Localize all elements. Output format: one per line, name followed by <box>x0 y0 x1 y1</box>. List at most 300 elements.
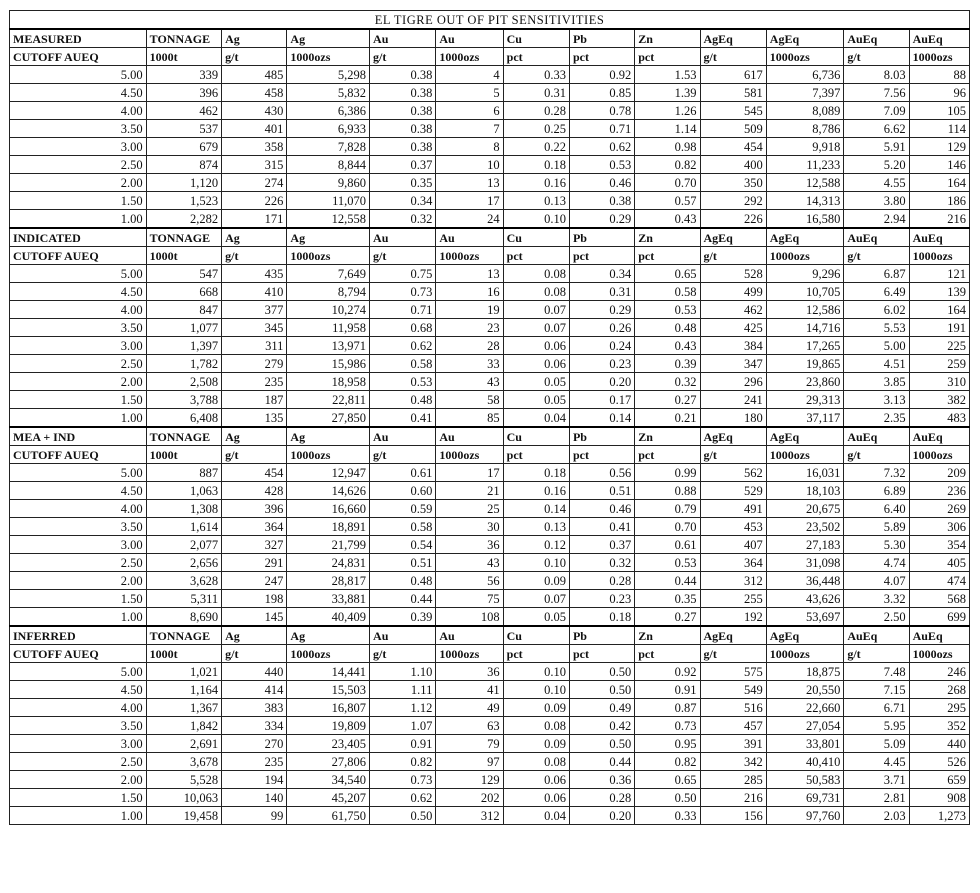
table-row <box>10 608 970 627</box>
unit-header: g/t <box>370 446 436 464</box>
unit-header: 1000ozs <box>909 247 969 265</box>
table-cell: 14,626 <box>287 482 370 500</box>
table-cell: 88 <box>909 66 969 84</box>
table-cell: 69,731 <box>766 789 844 807</box>
column-header: Pb <box>569 228 634 247</box>
unit-header: 1000t <box>146 247 221 265</box>
table-cell: 8,690 <box>146 608 221 627</box>
table-cell: 15,986 <box>287 355 370 373</box>
cutoff-value: 1.00 <box>10 409 147 428</box>
table-cell: 1.39 <box>635 84 700 102</box>
table-cell: 0.53 <box>370 373 436 391</box>
unit-header: 1000ozs <box>436 247 503 265</box>
table-cell: 1.07 <box>370 717 436 735</box>
table-cell: 194 <box>222 771 287 789</box>
table-cell: 129 <box>436 771 503 789</box>
table-cell: 0.05 <box>503 373 569 391</box>
unit-header: 1000ozs <box>287 446 370 464</box>
table-cell: 6.40 <box>844 500 909 518</box>
table-cell: 1.53 <box>635 66 700 84</box>
table-cell: 6.02 <box>844 301 909 319</box>
column-header: AgEq <box>766 29 844 48</box>
table-cell: 15,503 <box>287 681 370 699</box>
column-header: Au <box>370 626 436 645</box>
table-cell: 146 <box>909 156 969 174</box>
table-cell: 0.04 <box>503 409 569 428</box>
column-header: AuEq <box>909 29 969 48</box>
cutoff-value: 2.00 <box>10 572 147 590</box>
table-cell: 405 <box>909 554 969 572</box>
table-cell: 79 <box>436 735 503 753</box>
table-cell: 0.48 <box>635 319 700 337</box>
table-cell: 41 <box>436 681 503 699</box>
table-cell: 0.17 <box>569 391 634 409</box>
table-cell: 226 <box>700 210 766 229</box>
unit-header: g/t <box>370 48 436 66</box>
table-cell: 3.71 <box>844 771 909 789</box>
table-cell: 568 <box>909 590 969 608</box>
table-cell: 23 <box>436 319 503 337</box>
table-cell: 11,070 <box>287 192 370 210</box>
table-cell: 7.15 <box>844 681 909 699</box>
column-header: Ag <box>287 29 370 48</box>
unit-header: pct <box>569 247 634 265</box>
table-cell: 20,550 <box>766 681 844 699</box>
table-cell: 34,540 <box>287 771 370 789</box>
table-cell: 6,933 <box>287 120 370 138</box>
table-cell: 0.32 <box>635 373 700 391</box>
table-row <box>10 699 970 717</box>
table-cell: 27,183 <box>766 536 844 554</box>
table-cell: 377 <box>222 301 287 319</box>
table-row <box>10 84 970 102</box>
table-cell: 0.37 <box>569 536 634 554</box>
table-cell: 0.50 <box>569 681 634 699</box>
table-cell: 0.05 <box>503 608 569 627</box>
table-cell: 11,958 <box>287 319 370 337</box>
column-header: Ag <box>222 626 287 645</box>
table-cell: 0.06 <box>503 337 569 355</box>
unit-header: pct <box>569 446 634 464</box>
column-header: Au <box>436 29 503 48</box>
table-cell: 0.78 <box>569 102 634 120</box>
table-cell: 440 <box>909 735 969 753</box>
table-cell: 40,409 <box>287 608 370 627</box>
table-cell: 5.53 <box>844 319 909 337</box>
table-cell: 562 <box>700 464 766 482</box>
unit-header: g/t <box>844 48 909 66</box>
table-cell: 311 <box>222 337 287 355</box>
table-cell: 0.06 <box>503 771 569 789</box>
table-cell: 268 <box>909 681 969 699</box>
unit-header: pct <box>635 645 700 663</box>
table-cell: 0.61 <box>635 536 700 554</box>
table-cell: 202 <box>436 789 503 807</box>
table-cell: 0.41 <box>569 518 634 536</box>
unit-header: 1000ozs <box>287 247 370 265</box>
table-cell: 7,649 <box>287 265 370 283</box>
table-cell: 33,881 <box>287 590 370 608</box>
table-cell: 327 <box>222 536 287 554</box>
cutoff-label: CUTOFF AUEQ <box>10 645 147 663</box>
table-cell: 296 <box>700 373 766 391</box>
table-cell: 292 <box>700 192 766 210</box>
unit-header: g/t <box>222 446 287 464</box>
table-cell: 97 <box>436 753 503 771</box>
table-row <box>10 283 970 301</box>
cutoff-value: 2.50 <box>10 355 147 373</box>
table-cell: 0.39 <box>635 355 700 373</box>
table-cell: 6.71 <box>844 699 909 717</box>
unit-header: 1000ozs <box>909 48 969 66</box>
column-header: TONNAGE <box>146 228 221 247</box>
table-cell: 0.38 <box>370 138 436 156</box>
unit-header: pct <box>503 247 569 265</box>
table-cell: 164 <box>909 174 969 192</box>
table-cell: 0.38 <box>370 66 436 84</box>
table-cell: 430 <box>222 102 287 120</box>
table-cell: 3.85 <box>844 373 909 391</box>
cutoff-value: 4.00 <box>10 301 147 319</box>
table-cell: 20,675 <box>766 500 844 518</box>
table-cell: 2,656 <box>146 554 221 572</box>
table-cell: 1,367 <box>146 699 221 717</box>
column-header: AgEq <box>700 626 766 645</box>
table-cell: 0.28 <box>569 572 634 590</box>
table-cell: 4.45 <box>844 753 909 771</box>
table-cell: 16,031 <box>766 464 844 482</box>
cutoff-label: CUTOFF AUEQ <box>10 48 147 66</box>
table-cell: 457 <box>700 717 766 735</box>
table-cell: 16,807 <box>287 699 370 717</box>
table-cell: 0.39 <box>370 608 436 627</box>
table-cell: 391 <box>700 735 766 753</box>
section-name: INFERRED <box>10 626 147 645</box>
cutoff-value: 3.50 <box>10 717 147 735</box>
table-cell: 0.43 <box>635 337 700 355</box>
table-cell: 43,626 <box>766 590 844 608</box>
unit-header: g/t <box>700 247 766 265</box>
column-header: Au <box>370 29 436 48</box>
sensitivity-table <box>9 10 970 825</box>
table-cell: 13 <box>436 265 503 283</box>
table-cell: 908 <box>909 789 969 807</box>
table-row <box>10 174 970 192</box>
table-cell: 2.81 <box>844 789 909 807</box>
table-cell: 8.03 <box>844 66 909 84</box>
unit-header: g/t <box>844 247 909 265</box>
cutoff-label: CUTOFF AUEQ <box>10 247 147 265</box>
table-row <box>10 373 970 391</box>
table-cell: 17,265 <box>766 337 844 355</box>
table-cell: 180 <box>700 409 766 428</box>
table-cell: 9,860 <box>287 174 370 192</box>
table-row <box>10 337 970 355</box>
table-cell: 216 <box>700 789 766 807</box>
table-cell: 0.18 <box>503 464 569 482</box>
column-header: AgEq <box>700 228 766 247</box>
column-header: AgEq <box>700 29 766 48</box>
table-cell: 342 <box>700 753 766 771</box>
table-cell: 847 <box>146 301 221 319</box>
table-cell: 549 <box>700 681 766 699</box>
table-cell: 16,660 <box>287 500 370 518</box>
column-header: Au <box>436 626 503 645</box>
table-row <box>10 66 970 84</box>
table-cell: 306 <box>909 518 969 536</box>
table-cell: 0.16 <box>503 482 569 500</box>
table-cell: 0.13 <box>503 518 569 536</box>
table-row <box>10 120 970 138</box>
table-cell: 339 <box>146 66 221 84</box>
table-cell: 0.31 <box>503 84 569 102</box>
cutoff-value: 5.00 <box>10 66 147 84</box>
table-cell: 6,408 <box>146 409 221 428</box>
cutoff-value: 2.00 <box>10 373 147 391</box>
table-cell: 5.09 <box>844 735 909 753</box>
unit-header: 1000ozs <box>909 446 969 464</box>
column-header: Zn <box>635 228 700 247</box>
table-cell: 6.62 <box>844 120 909 138</box>
table-cell: 1,308 <box>146 500 221 518</box>
unit-header: 1000ozs <box>766 446 844 464</box>
table-cell: 462 <box>700 301 766 319</box>
table-row <box>10 156 970 174</box>
table-cell: 156 <box>700 807 766 825</box>
table-cell: 145 <box>222 608 287 627</box>
table-row <box>10 138 970 156</box>
cutoff-value: 2.00 <box>10 174 147 192</box>
table-cell: 0.62 <box>569 138 634 156</box>
table-cell: 4.55 <box>844 174 909 192</box>
table-cell: 874 <box>146 156 221 174</box>
table-cell: 454 <box>700 138 766 156</box>
table-cell: 401 <box>222 120 287 138</box>
table-cell: 0.50 <box>635 789 700 807</box>
unit-header: 1000ozs <box>436 645 503 663</box>
table-cell: 458 <box>222 84 287 102</box>
table-row <box>10 210 970 229</box>
table-cell: 0.62 <box>370 337 436 355</box>
table-row <box>10 500 970 518</box>
table-cell: 5.91 <box>844 138 909 156</box>
table-cell: 0.18 <box>503 156 569 174</box>
table-cell: 30 <box>436 518 503 536</box>
table-cell: 0.92 <box>569 66 634 84</box>
table-cell: 140 <box>222 789 287 807</box>
table-cell: 164 <box>909 301 969 319</box>
table-cell: 0.71 <box>569 120 634 138</box>
column-header: AuEq <box>909 228 969 247</box>
unit-header: g/t <box>222 645 287 663</box>
unit-header: g/t <box>700 645 766 663</box>
table-cell: 11,233 <box>766 156 844 174</box>
cutoff-value: 4.50 <box>10 283 147 301</box>
table-cell: 526 <box>909 753 969 771</box>
table-cell: 3.13 <box>844 391 909 409</box>
table-cell: 0.29 <box>569 301 634 319</box>
units-row <box>10 247 970 265</box>
table-cell: 85 <box>436 409 503 428</box>
table-cell: 23,502 <box>766 518 844 536</box>
table-cell: 13,971 <box>287 337 370 355</box>
table-cell: 679 <box>146 138 221 156</box>
table-cell: 0.88 <box>635 482 700 500</box>
cutoff-value: 3.00 <box>10 735 147 753</box>
table-cell: 0.07 <box>503 590 569 608</box>
table-cell: 269 <box>909 500 969 518</box>
table-cell: 0.46 <box>569 174 634 192</box>
table-cell: 14,716 <box>766 319 844 337</box>
cutoff-label: CUTOFF AUEQ <box>10 446 147 464</box>
table-cell: 454 <box>222 464 287 482</box>
table-cell: 1,120 <box>146 174 221 192</box>
table-cell: 0.09 <box>503 735 569 753</box>
table-cell: 235 <box>222 373 287 391</box>
table-cell: 509 <box>700 120 766 138</box>
table-cell: 279 <box>222 355 287 373</box>
table-cell: 96 <box>909 84 969 102</box>
table-cell: 0.75 <box>370 265 436 283</box>
table-cell: 58 <box>436 391 503 409</box>
table-cell: 50,583 <box>766 771 844 789</box>
table-cell: 295 <box>909 699 969 717</box>
table-cell: 7,397 <box>766 84 844 102</box>
table-cell: 43 <box>436 373 503 391</box>
table-cell: 27,850 <box>287 409 370 428</box>
unit-header: 1000ozs <box>909 645 969 663</box>
table-cell: 699 <box>909 608 969 627</box>
table-cell: 1.12 <box>370 699 436 717</box>
table-cell: 350 <box>700 174 766 192</box>
table-cell: 23,405 <box>287 735 370 753</box>
table-cell: 8 <box>436 138 503 156</box>
table-cell: 186 <box>909 192 969 210</box>
section-header-row <box>10 29 970 48</box>
table-cell: 0.08 <box>503 753 569 771</box>
table-cell: 3.32 <box>844 590 909 608</box>
table-row <box>10 663 970 681</box>
table-cell: 1,397 <box>146 337 221 355</box>
table-cell: 4.74 <box>844 554 909 572</box>
cutoff-value: 4.50 <box>10 482 147 500</box>
unit-header: pct <box>503 645 569 663</box>
table-cell: 0.70 <box>635 518 700 536</box>
table-cell: 396 <box>222 500 287 518</box>
table-cell: 12,588 <box>766 174 844 192</box>
table-cell: 3,678 <box>146 753 221 771</box>
section-header-row <box>10 427 970 446</box>
table-cell: 537 <box>146 120 221 138</box>
table-cell: 0.35 <box>370 174 436 192</box>
table-cell: 0.44 <box>569 753 634 771</box>
column-header: Au <box>436 427 503 446</box>
table-cell: 0.56 <box>569 464 634 482</box>
table-cell: 0.38 <box>569 192 634 210</box>
table-cell: 18,103 <box>766 482 844 500</box>
table-cell: 33 <box>436 355 503 373</box>
column-header: AuEq <box>844 29 909 48</box>
cutoff-value: 1.50 <box>10 391 147 409</box>
table-cell: 0.70 <box>635 174 700 192</box>
table-cell: 5,528 <box>146 771 221 789</box>
unit-header: pct <box>569 645 634 663</box>
column-header: Ag <box>222 228 287 247</box>
table-cell: 235 <box>222 753 287 771</box>
table-cell: 209 <box>909 464 969 482</box>
table-cell: 33,801 <box>766 735 844 753</box>
table-cell: 8,844 <box>287 156 370 174</box>
table-cell: 1,842 <box>146 717 221 735</box>
table-row <box>10 265 970 283</box>
table-cell: 53,697 <box>766 608 844 627</box>
cutoff-value: 3.00 <box>10 138 147 156</box>
table-cell: 6.89 <box>844 482 909 500</box>
column-header: AuEq <box>844 427 909 446</box>
table-cell: 545 <box>700 102 766 120</box>
table-cell: 14,441 <box>287 663 370 681</box>
table-row <box>10 319 970 337</box>
table-cell: 17 <box>436 464 503 482</box>
table-cell: 0.16 <box>503 174 569 192</box>
table-cell: 0.41 <box>370 409 436 428</box>
table-cell: 0.07 <box>503 301 569 319</box>
table-cell: 19 <box>436 301 503 319</box>
table-cell: 31,098 <box>766 554 844 572</box>
table-cell: 63 <box>436 717 503 735</box>
unit-header: 1000t <box>146 48 221 66</box>
table-cell: 0.54 <box>370 536 436 554</box>
table-cell: 187 <box>222 391 287 409</box>
column-header: Ag <box>287 427 370 446</box>
cutoff-value: 3.50 <box>10 518 147 536</box>
table-row <box>10 735 970 753</box>
table-cell: 0.53 <box>569 156 634 174</box>
table-cell: 0.91 <box>370 735 436 753</box>
table-cell: 1,077 <box>146 319 221 337</box>
table-row <box>10 301 970 319</box>
table-row <box>10 807 970 825</box>
table-row <box>10 681 970 699</box>
column-header: Pb <box>569 29 634 48</box>
table-cell: 8,089 <box>766 102 844 120</box>
table-cell: 0.53 <box>635 301 700 319</box>
table-cell: 12,558 <box>287 210 370 229</box>
table-cell: 0.58 <box>370 355 436 373</box>
table-cell: 225 <box>909 337 969 355</box>
table-cell: 7.32 <box>844 464 909 482</box>
table-cell: 384 <box>700 337 766 355</box>
table-cell: 1,164 <box>146 681 221 699</box>
table-cell: 668 <box>146 283 221 301</box>
table-cell: 0.28 <box>503 102 569 120</box>
table-cell: 4.07 <box>844 572 909 590</box>
table-cell: 0.58 <box>635 283 700 301</box>
table-cell: 5 <box>436 84 503 102</box>
table-cell: 0.65 <box>635 771 700 789</box>
table-cell: 5.95 <box>844 717 909 735</box>
cutoff-value: 4.50 <box>10 681 147 699</box>
unit-header: pct <box>635 446 700 464</box>
column-header: Ag <box>287 626 370 645</box>
table-cell: 0.06 <box>503 355 569 373</box>
table-cell: 12,586 <box>766 301 844 319</box>
table-cell: 0.26 <box>569 319 634 337</box>
table-cell: 16 <box>436 283 503 301</box>
table-cell: 0.60 <box>370 482 436 500</box>
cutoff-value: 1.50 <box>10 590 147 608</box>
table-cell: 547 <box>146 265 221 283</box>
